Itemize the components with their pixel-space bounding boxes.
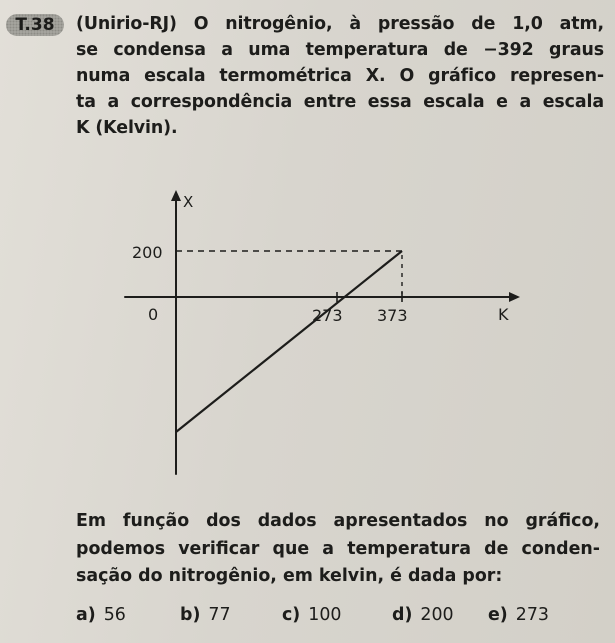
question-line: se condensa a uma temperatura de −392 graus	[76, 40, 604, 60]
x-axis-label: K	[498, 305, 509, 324]
prompt-line: Em função dos dados apresentados no gráfico,	[76, 511, 600, 531]
x-tick-label: 373	[377, 306, 408, 325]
y-axis-arrowhead	[171, 190, 181, 201]
option-letter: a)	[76, 605, 96, 625]
question-line: K (Kelvin).	[76, 118, 178, 138]
y-tick-label: 200	[132, 243, 163, 262]
option-letter: b)	[180, 605, 201, 625]
series-line	[176, 251, 402, 432]
question-line: ta a correspondência entre essa escala e a escala	[76, 92, 604, 112]
option-letter: d)	[392, 605, 413, 625]
option-value: 200	[420, 605, 454, 625]
answer-options	[76, 602, 596, 628]
option-e[interactable]	[488, 602, 549, 628]
option-value: 56	[103, 605, 126, 625]
x-tick-label: 273	[312, 306, 343, 325]
x-axis-arrowhead	[509, 292, 520, 302]
option-value: 273	[515, 605, 549, 625]
y-axis-label: X	[183, 193, 194, 211]
prompt-line: sação do nitrogênio, em kelvin, é dada por:	[76, 566, 503, 586]
question-number-badge: T.38	[6, 14, 64, 36]
option-a[interactable]	[76, 602, 126, 628]
option-b[interactable]	[180, 602, 231, 628]
question-line: numa escala termométrica X. O gráfico represen-	[76, 66, 604, 86]
option-value: 100	[308, 605, 342, 625]
question-line: (Unirio-RJ) O nitrogênio, à pressão de 1,0 atm,	[76, 14, 604, 34]
option-letter: c)	[282, 605, 301, 625]
option-letter: e)	[488, 605, 508, 625]
option-value: 77	[208, 605, 231, 625]
prompt-line: podemos verificar que a temperatura de conden-	[76, 538, 600, 559]
option-d[interactable]	[392, 602, 454, 628]
prompt-text	[76, 508, 600, 591]
y-tick-label: 0	[148, 305, 159, 324]
option-c[interactable]	[282, 602, 341, 628]
